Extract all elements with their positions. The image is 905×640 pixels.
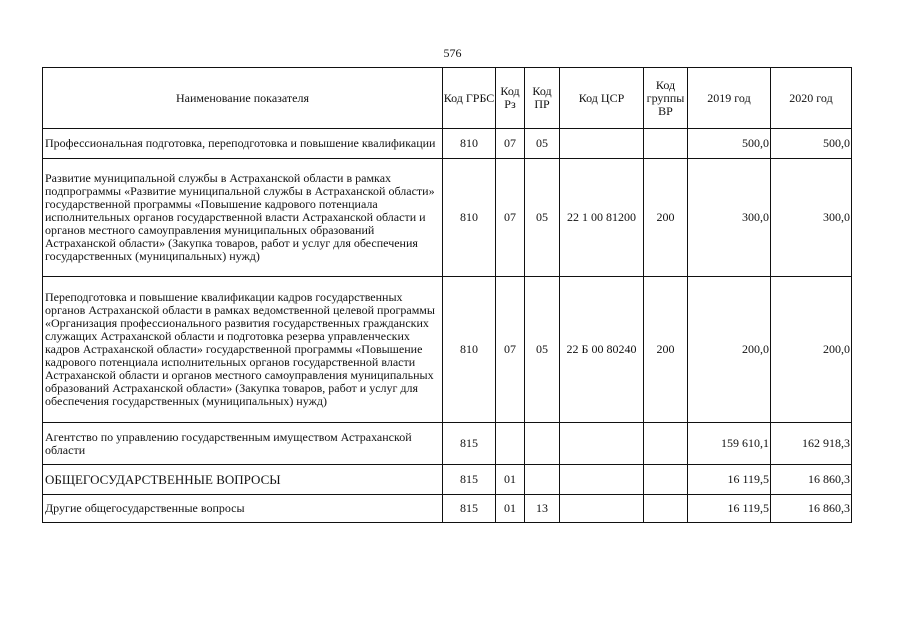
row-2020: 162 918,3 — [771, 423, 852, 465]
row-grbs: 810 — [443, 277, 496, 423]
row-pr — [525, 465, 560, 495]
row-vr — [644, 465, 688, 495]
row-grbs: 815 — [443, 423, 496, 465]
row-2020: 500,0 — [771, 129, 852, 159]
row-rz: 01 — [496, 465, 525, 495]
table-row — [43, 423, 852, 465]
header-rz: Код Рз — [496, 68, 525, 129]
row-rz: 07 — [496, 277, 525, 423]
row-name: Развитие муниципальной службы в Астраханской области в рамках подпрограммы «Развитие муниципальной службы в Астраханской области» государственной программы «Повышение кадрового потенциала исполнительных органов государственной власти Астраханской области и органов местного самоуправления муниципальных образований Астраханской области» (Закупка товаров, работ и услуг для обеспечения государственных (муниципальных) нужд) — [43, 159, 443, 277]
row-grbs: 815 — [443, 495, 496, 523]
row-rz: 01 — [496, 495, 525, 523]
row-name: ОБЩЕГОСУДАРСТВЕННЫЕ ВОПРОСЫ — [43, 465, 443, 495]
row-name: Агентство по управлению государственным имуществом Астраханской области — [43, 423, 443, 465]
row-pr — [525, 423, 560, 465]
row-pr: 05 — [525, 277, 560, 423]
row-rz — [496, 423, 525, 465]
header-vr: Код группы ВР — [644, 68, 688, 129]
row-rz: 07 — [496, 129, 525, 159]
row-vr: 200 — [644, 277, 688, 423]
table-row — [43, 465, 852, 495]
row-vr — [644, 495, 688, 523]
row-csr: 22 Б 00 80240 — [560, 277, 644, 423]
row-vr: 200 — [644, 159, 688, 277]
row-2020: 300,0 — [771, 159, 852, 277]
row-csr — [560, 495, 644, 523]
row-2019: 200,0 — [688, 277, 771, 423]
page-number: 576 — [443, 46, 462, 60]
header-pr: Код ПР — [525, 68, 560, 129]
row-vr — [644, 423, 688, 465]
header-grbs: Код ГРБС — [443, 68, 496, 129]
row-2020: 16 860,3 — [771, 495, 852, 523]
row-vr — [644, 129, 688, 159]
budget-table — [42, 67, 852, 523]
header-csr: Код ЦСР — [560, 68, 644, 129]
row-2019: 159 610,1 — [688, 423, 771, 465]
row-grbs: 815 — [443, 465, 496, 495]
row-2019: 300,0 — [688, 159, 771, 277]
row-2019: 500,0 — [688, 129, 771, 159]
row-2019: 16 119,5 — [688, 495, 771, 523]
row-pr: 05 — [525, 159, 560, 277]
row-rz: 07 — [496, 159, 525, 277]
row-name: Другие общегосударственные вопросы — [43, 495, 443, 523]
table-row — [43, 129, 852, 159]
row-csr — [560, 465, 644, 495]
row-pr: 05 — [525, 129, 560, 159]
header-2020: 2020 год — [771, 68, 852, 129]
row-csr — [560, 129, 644, 159]
row-grbs: 810 — [443, 159, 496, 277]
row-2019: 16 119,5 — [688, 465, 771, 495]
row-csr — [560, 423, 644, 465]
table-row — [43, 159, 852, 277]
table-header-row — [43, 68, 852, 129]
header-2019: 2019 год — [688, 68, 771, 129]
row-2020: 16 860,3 — [771, 465, 852, 495]
row-name: Профессиональная подготовка, переподготовка и повышение квалификации — [43, 129, 443, 159]
table-row — [43, 495, 852, 523]
header-name: Наименование показателя — [43, 68, 443, 129]
row-grbs: 810 — [443, 129, 496, 159]
row-2020: 200,0 — [771, 277, 852, 423]
table-row — [43, 277, 852, 423]
row-name: Переподготовка и повышение квалификации кадров государственных органов Астраханской области в рамках ведомственной целевой программы «Организация профессионального развития государственных гражданских служащих Астраханской области и подготовка резерва управленческих кадров Астраханской области» государственной программы «Повышение кадрового потенциала исполнительных органов государственной власти Астраханской области и органов местного самоуправления муниципальных образований Астраханской области» (Закупка товаров, работ и услуг для обеспечения государственных (муниципальных) нужд) — [43, 277, 443, 423]
row-csr: 22 1 00 81200 — [560, 159, 644, 277]
row-pr: 13 — [525, 495, 560, 523]
